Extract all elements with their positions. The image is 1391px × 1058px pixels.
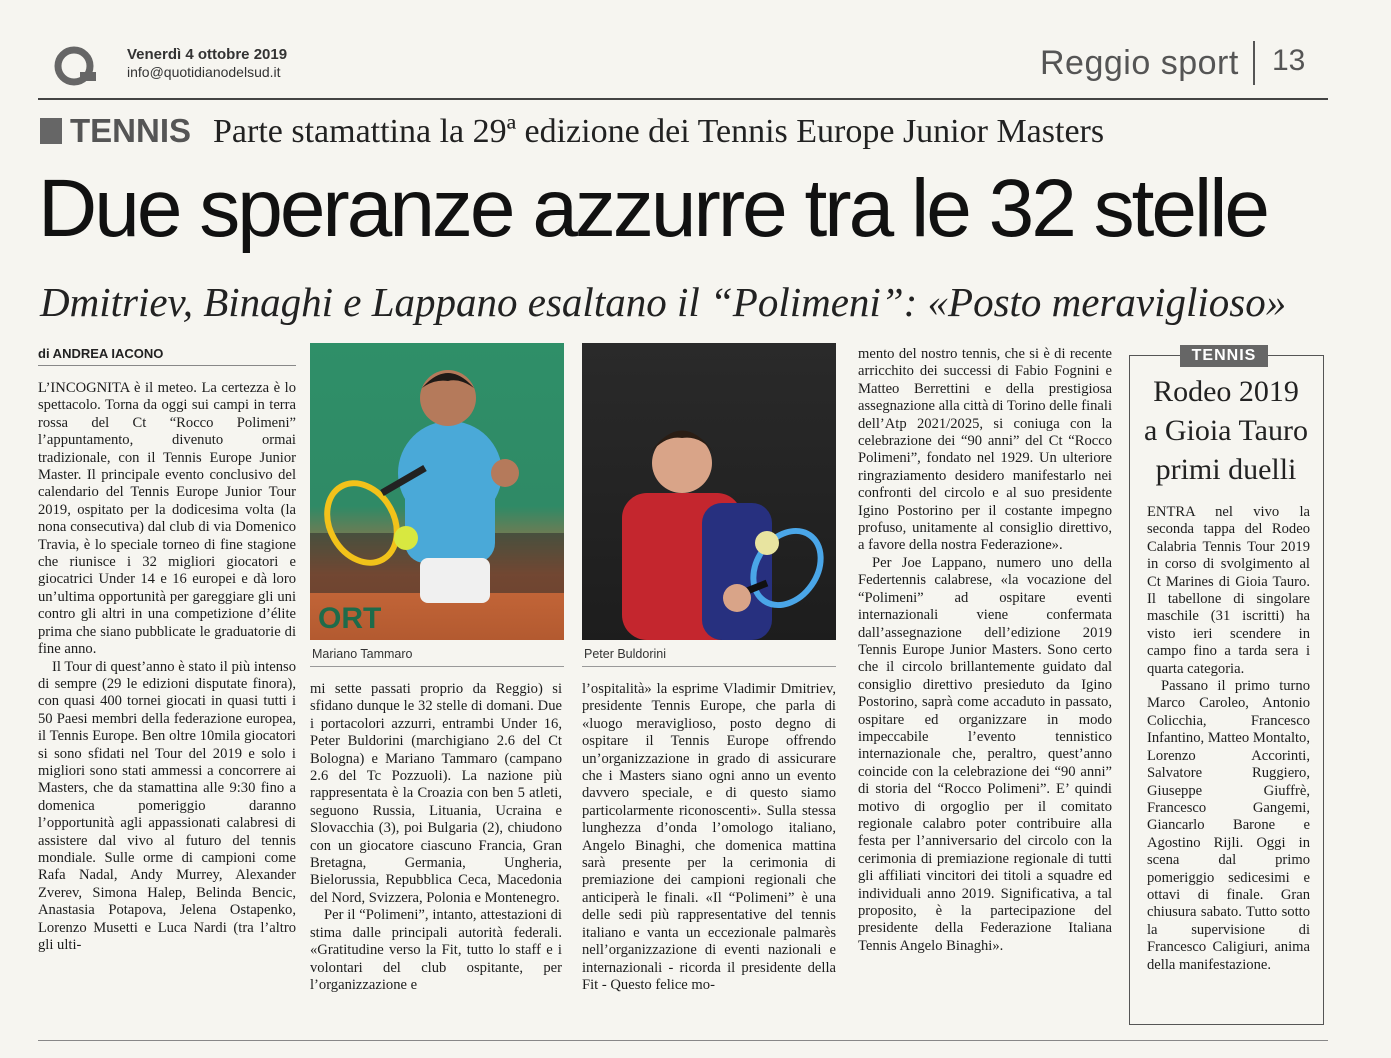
caption-rule [582,666,836,667]
paragraph: Per Joe Lappano, numero uno della Federtennis calabrese, «la vocazione del “Polimeni” ad ospitare eventi internazionali viene confermata dall’assegnazione dell’edizione 2019 Tennis Europe Junior Masters. Sono certo che il circolo brillantemente guidato dal consiglio direttivo presieduto da Igino Postorino, saprà come accaduto in passato, ospitare ed organizzare in modo impeccabile l’evento tennistico internazionale che, peraltro, quest’anno coincide con la celebrazione dei “90 anni” di storia del “Rocco Polimeni”. E’ quindi motivo di orgoglio per il comitato regionale calabro poter contribuire alla festa per l’anniversario del circolo con la cerimonia di premiazione regionale di tutti gli affiliati vincitori dei titoli a squadre ed individuali anno 2019. Significativa, a tal proposito, è la partecipazione del presidente della Federazione Italiana Tennis Angelo Binaghi». [858,554,1112,954]
paragraph: ENTRA nel vivo la seconda tappa del Rodeo Calabria Tennis Tour 2019 in corso di svolgimento al Ct Marines di Gioia Tauro. Il tabellone di singolare maschile (31 iscritti) ha visto ieri scendere in campo fino a tarda sera i quarta categoria. [1147,504,1310,677]
issue-date: Venerdì 4 ottobre 2019 [127,46,288,63]
paragraph: Per il “Polimeni”, intanto, attestazioni di stima dalle principali autorità federali. «Gratitudine verso la Fit, tutto lo staff e i volontari del club ospitante, per l’organizzazione e [310,907,562,993]
paragraph: l’ospitalità» la esprime Vladimir Dmitriev, presidente Tennis Europe, che parla di «luogo meraviglioso, posto degno di ospitare il Tennis Europe offrendo un’organizzazione in grado di assicurare che i Masters siano ogni anno un evento davvero speciale, e di questo siamo particolarmente riconoscenti». Sulla stessa lunghezza d’onda l’omologo italiano, Angelo Binaghi, che domenica mattina sarà presente per la cerimonia di premiazione dei campioni regionali che anticiperà le finali. «Il “Polimeni” è una delle sedi più rappresentative del tennis italiano e vanta un eccezionale palmarès nell’organizzazione di eventi nazionali e internazionali - ricorda il presidente della Fit - Questo felice mo- [582,681,836,993]
photo-peter-buldorini [582,343,836,640]
sidebar-title [1135,372,1317,489]
caption-rule [310,666,564,667]
article-column-2 [310,681,562,994]
headline: Due speranze azzurre tra le 32 stelle [38,163,1268,254]
deck: Dmitriev, Binaghi e Lappano esaltano il “Polimeni”: «Posto meraviglioso» [40,279,1287,325]
newspaper-logo-icon [54,46,98,86]
article-column-4 [858,346,1112,955]
page-bottom-rule [38,1040,1328,1041]
photo-mariano-tammaro [310,343,564,640]
svg-text:ORT: ORT [318,602,382,635]
contact-email: info@quotidianodelsud.it [127,64,281,80]
section-name: Reggio sport [1040,44,1239,82]
paragraph: Passano il primo turno Marco Caroleo, Antonio Colicchia, Francesco Infantino, Matteo Montalto, Lorenzo Accorinti, Salvatore Ruggiero, Giuseppe Giuffrè, Francesco Gangemi, Giancarlo Barone e Agostino Rijli. Oggi in scena dal primo pomeriggio sedicesimi e ottavi di finale. Gran chiusura sabato. Tutto sotto la supervisione di Francesco Caligiuri, anima della manifestazione. [1147,678,1310,973]
photo-caption: Mariano Tammaro [312,647,413,661]
kicker-marker [40,118,62,144]
paragraph: mi sette passati proprio da Reggio) si sfidano dunque le 32 stelle di domani. Due i portacolori azzurri, entrambi Under 16, Peter Buldorini (marchigiano 2.6 del Ct Bologna) e Mariano Tammaro (campano 2.6 del Tc Pozzuoli). La nazione più rappresentata è la Croazia con ben 5 atleti, seguono Russia, Lituania, Ucraina e Slovacchia (3), poi Bulgaria (2), chiudono con un giocatore ciascuno Francia, Gran Bretagna, Germania, Ungheria, Bielorussia, Repubblica Ceca, Macedonia del Nord, Svizzera, Polonia e Montenegro. [310,681,562,906]
header-divider [1253,41,1255,85]
article-column-1 [38,380,296,954]
page-number: 13 [1272,44,1306,77]
article-column-3 [582,681,836,994]
sidebar-body [1147,504,1310,974]
sidebar-title-line: a Gioia Tauro [1144,414,1308,447]
paragraph: Il Tour di quest’anno è stato il più intenso di sempre (29 le edizioni disputate finora), con quasi 400 tornei giocati in quasi tutti i 50 Paesi membri della federazione europea, il Tennis Europe. Ben oltre 10mila giocatori si sono sfidati nel Tour del 2019 e solo i migliori sono stati ammessi a concorrere ai Masters, che da stamattina alle 9:30 fino a domenica pomeriggio daranno l’opportunità agli appassionati calabresi di assistere dal vivo al futuro del tennis mondiale. Sulle orme di campioni come Rafa Nadal, Andy Murrey, Alexander Zverev, Simona Halep, Belinda Bencic, Anastasia Potapova, Jelena Ostapenko, Lorenzo Musetti e Luca Nardi (tra l’altro gli ulti- [38,658,296,953]
photo-caption: Peter Buldorini [584,647,666,661]
byline-rule [38,365,296,366]
paragraph: mento del nostro tennis, che si è di recente arricchito dei successi di Fabio Fognini e Matteo Berrettini e della prestigiosa assegnazione alla città di Torino delle finali dell’Atp 2021/2025, si coniuga con la celebrazione dei “90 anni” del Ct “Rocco Polimeni”, fondato nel 1929. Un ulteriore ringraziamento desidero manifestarlo nei confronti del circolo e al suo presidente Igino Postorino per il costante impegno profuso, unitamente al consiglio direttivo, a favore della nostra Federazione». [858,346,1113,554]
sidebar-tag: TENNIS [1180,345,1268,367]
subheadline: Parte stamattina la 29ª edizione dei Tennis Europe Junior Masters [213,113,1105,150]
kicker: TENNIS [70,112,192,149]
sidebar-title-line: Rodeo 2019 [1153,375,1299,408]
masthead-rule [38,98,1328,100]
sidebar-title-line: primi duelli [1155,453,1297,486]
byline: di ANDREA IACONO [38,346,164,361]
paragraph: L’INCOGNITA è il meteo. La certezza è lo spettacolo. Torna da oggi sui campi in terra rossa del Ct “Rocco Polimeni” l’appuntamento, divenuto ormai tradizionale, con il Tennis Europe Junior Master. Il principale evento conclusivo del calendario del Tennis Europe Junior Tour 2019, ospitato per la dodicesima volta (la nona consecutiva) dal club di via Domenico Travia, è lo speciale torneo di fine stagione che riunisce i 32 migliori giocatori e giocatrici Under 14 e 16 europei e dà loro un’ultima opportunità per gareggiare gli uni contro gli altri in una competizione d’élite prima che siano pubblicate le graduatorie di fine anno. [38,380,296,658]
